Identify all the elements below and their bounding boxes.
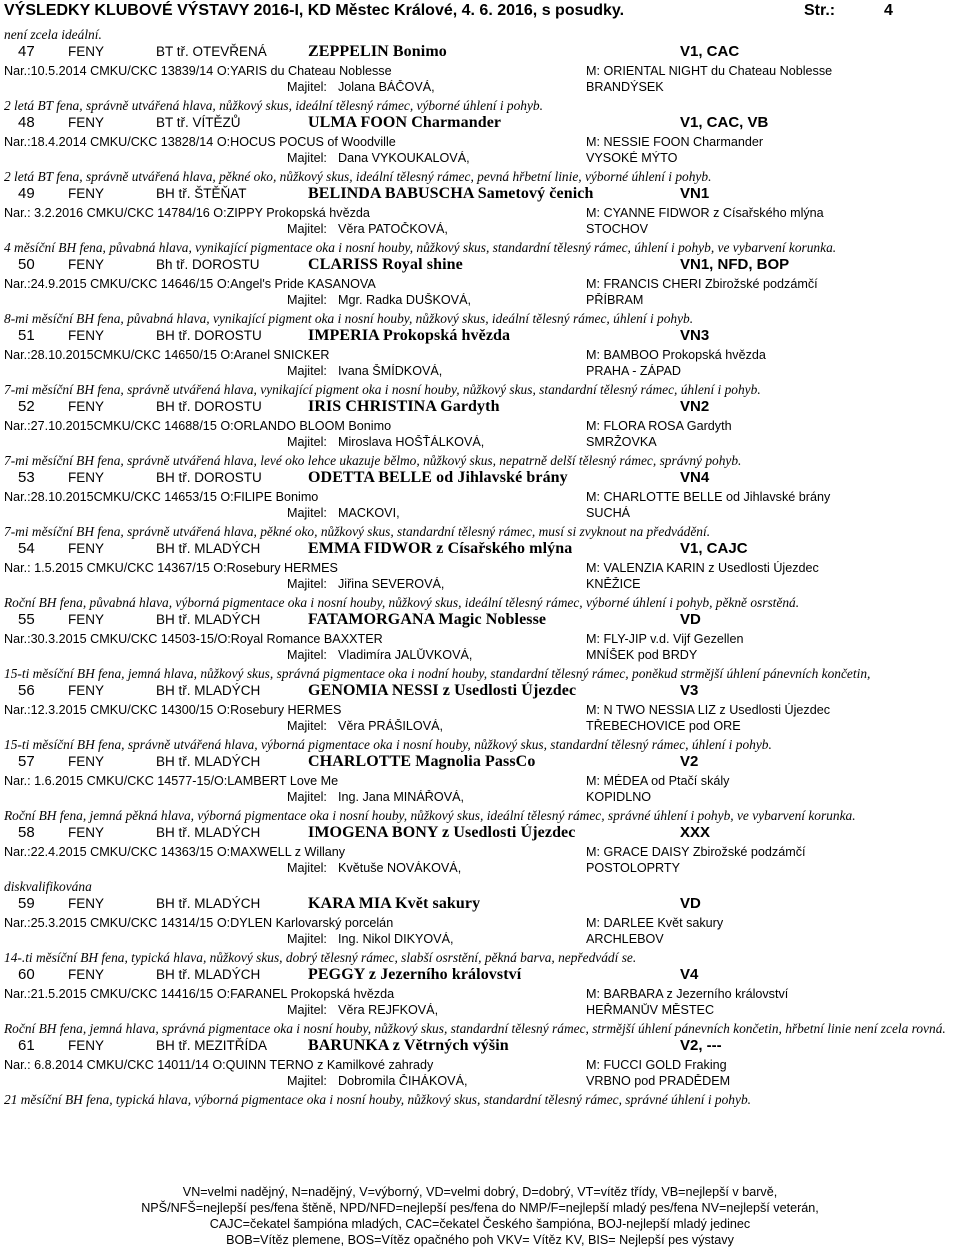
class: BH tř. MLADÝCH (156, 612, 261, 627)
catalog-number: 59 (18, 895, 35, 912)
birth-registration-father: Nar.: 3.2.2016 CMKU/CKC 14784/16 O:ZIPPY Prokopská hvězda (4, 206, 370, 220)
class: BH tř. DOROSTU (156, 399, 262, 414)
sex: FENY (68, 115, 105, 130)
sex: FENY (68, 683, 105, 698)
class: BH tř. MLADÝCH (156, 541, 261, 556)
mother: M: CYANNE FIDWOR z Císařského mlýna (586, 206, 824, 220)
owner-label: Majitel: (287, 151, 327, 165)
owner-name: Věra PRÁŠILOVÁ, (338, 719, 443, 733)
result-entry (4, 540, 958, 611)
owner-city: MNÍŠEK pod BRDY (586, 648, 698, 662)
owner-line (4, 151, 958, 168)
birth-registration-father: Nar.:12.3.2015 CMKU/CKC 14300/15 O:Rosebury HERMES (4, 703, 342, 717)
dog-name: EMMA FIDWOR z Císařského mlýna (308, 540, 573, 557)
entry-heading (4, 469, 958, 490)
owner-name: Miroslava HOŠŤÁLKOVÁ, (338, 435, 485, 449)
grade: VD (680, 895, 701, 912)
mother: M: FLORA ROSA Gardyth (586, 419, 732, 433)
owner-line (4, 293, 958, 310)
owner-city: KNĚŽICE (586, 577, 641, 591)
owner-label: Majitel: (287, 790, 327, 804)
pedigree-line (4, 703, 958, 719)
owner-line (4, 790, 958, 807)
pedigree-line (4, 1058, 958, 1074)
owner-label: Majitel: (287, 719, 327, 733)
result-entry (4, 398, 958, 469)
pedigree-line (4, 916, 958, 932)
entry-heading (4, 966, 958, 987)
judge-description: 15-ti měsíční BH fena, správně utvářená hlava, výborná pigmentace oka i nosní houby, nůžkový skus, standardní tělesný rámec, úhlení i pohyb. (4, 737, 772, 752)
owner-city: PRAHA - ZÁPAD (586, 364, 681, 378)
legend-line: NPŠ/NFŠ=nejlepší pes/fena štěně, NPD/NFD=nejlepší pes/fena do NMP/F=nejlepší mladý pes/fena NV=nejlepší veterán, (141, 1201, 819, 1215)
entry-heading (4, 398, 958, 419)
birth-registration-father: Nar.:18.4.2014 CMKU/CKC 13828/14 O:HOCUS POCUS of Woodville (4, 135, 396, 149)
owner-line (4, 719, 958, 736)
grade: V2 (680, 753, 699, 770)
owner-line (4, 80, 958, 97)
owner-city: VRBNO pod PRADĚDEM (586, 1074, 731, 1088)
sex: FENY (68, 754, 105, 769)
owner-city: STOCHOV (586, 222, 649, 236)
owner-line (4, 364, 958, 381)
grade: V1, CAC, VB (680, 114, 769, 131)
sex: FENY (68, 257, 105, 272)
result-entry (4, 895, 958, 966)
grade: VN4 (680, 469, 710, 486)
entry-heading (4, 1037, 958, 1058)
document-page (4, 2, 958, 1108)
dog-name: FATAMORGANA Magic Noblesse (308, 611, 547, 628)
continued-description: není zcela ideální. (4, 27, 102, 42)
owner-line (4, 1074, 958, 1091)
owner-name: Ing. Nikol DIKYOVÁ, (338, 932, 454, 946)
result-entry (4, 1037, 958, 1108)
birth-registration-father: Nar.: 1.6.2015 CMKU/CKC 14577-15/O:LAMBERT Love Me (4, 774, 339, 788)
owner-city: PŘÍBRAM (586, 293, 644, 307)
owner-city: POSTOLOPRTY (586, 861, 681, 875)
sex: FENY (68, 612, 105, 627)
mother: M: CHARLOTTE BELLE od Jihlavské brány (586, 490, 831, 504)
legend-line: CAJC=čekatel šampióna mladých, CAC=čekatel Českého šampióna, BOJ-nejlepší mladý jedinec (209, 1217, 751, 1231)
result-entry (4, 824, 958, 895)
pedigree-line (4, 490, 958, 506)
class: BH tř. MLADÝCH (156, 896, 261, 911)
sex: FENY (68, 1038, 105, 1053)
grade: VN3 (680, 327, 710, 344)
owner-line (4, 932, 958, 949)
owner-line (4, 222, 958, 239)
owner-city: ARCHLEBOV (586, 932, 664, 946)
birth-registration-father: Nar.:28.10.2015CMKU/CKC 14653/15 O:FILIPE Bonimo (4, 490, 319, 504)
grade: VN1, NFD, BOP (680, 256, 790, 273)
result-entry (4, 114, 958, 185)
birth-registration-father: Nar.: 6.8.2014 CMKU/CKC 14011/14 O:QUINN TERNO z Kamilkové zahrady (4, 1058, 434, 1072)
judge-description: 2 letá BT fena, správně utvářená hlava, pěkné oko, nůžkový skus, ideální tělesný rámec, pevná hřbetní linie, výborné úhlení i pohyb. (4, 169, 712, 184)
catalog-number: 48 (18, 114, 35, 131)
legend-line: VN=velmi nadějný, N=nadějný, V=výborný, VD=velmi dobrý, D=dobrý, VT=vítěz třídy, VB=nejlepší v barvě, (182, 1185, 778, 1199)
mother: M: MÉDEA od Ptačí skály (586, 774, 730, 788)
pedigree-line (4, 348, 958, 364)
sex: FENY (68, 186, 105, 201)
owner-city: HEŘMANŮV MĚSTEC (586, 1003, 715, 1017)
catalog-number: 53 (18, 469, 35, 486)
judge-description: 8-mi měsíční BH fena, půvabná hlava, vynikající pigment oka i nosní houby, nůžkový skus, ideální tělesný rámec, úhlení i pohyb. (4, 311, 694, 326)
owner-name: Ivana ŠMÍDKOVÁ, (338, 364, 443, 378)
sex: FENY (68, 541, 105, 556)
judge-description: 4 měsíční BH fena, půvabná hlava, vynikající pigmentace oka i nosní houby, nůžkový skus, standardní tělesný rámec, úhlení i pohyb, ve vybarvení korunka. (4, 240, 837, 255)
results-list (4, 43, 958, 1108)
result-entry (4, 256, 958, 327)
pedigree-line (4, 64, 958, 80)
class: BH tř. MLADÝCH (156, 967, 261, 982)
result-entry (4, 185, 958, 256)
result-entry (4, 327, 958, 398)
dog-name: IRIS CHRISTINA Gardyth (308, 398, 500, 415)
entry-heading (4, 682, 958, 703)
owner-label: Majitel: (287, 932, 327, 946)
catalog-number: 57 (18, 753, 35, 770)
owner-line (4, 577, 958, 594)
class: Bh tř. DOROSTU (156, 257, 260, 272)
class: BH tř. DOROSTU (156, 470, 262, 485)
grade: V2, --- (680, 1037, 722, 1054)
birth-registration-father: Nar.:27.10.2015CMKU/CKC 14688/15 O:ORLANDO BLOOM Bonimo (4, 419, 392, 433)
entry-heading (4, 611, 958, 632)
pedigree-line (4, 277, 958, 293)
owner-city: KOPIDLNO (586, 790, 652, 804)
result-entry (4, 682, 958, 753)
sex: FENY (68, 896, 105, 911)
owner-line (4, 861, 958, 878)
dog-name: IMOGENA BONY z Usedlosti Újezdec (308, 824, 576, 841)
mother: M: BAMBOO Prokopská hvězda (586, 348, 766, 362)
page-number: 4 (884, 2, 893, 19)
owner-name: Dobromila ČIHÁKOVÁ, (338, 1074, 468, 1088)
owner-name: Věra PATOČKOVÁ, (338, 222, 448, 236)
catalog-number: 51 (18, 327, 35, 344)
catalog-number: 55 (18, 611, 35, 628)
class: BH tř. DOROSTU (156, 328, 262, 343)
class: BH tř. MLADÝCH (156, 825, 261, 840)
mother: M: NESSIE FOON Charmander (586, 135, 764, 149)
owner-line (4, 648, 958, 665)
catalog-number: 49 (18, 185, 35, 202)
judge-description: 2 letá BT fena, správně utvářená hlava, nůžkový skus, ideální tělesný rámec, výborné úhlení i pohyb. (4, 98, 543, 113)
judge-description: 14-.ti měsíční BH fena, typická hlava, nůžkový skus, dobrý tělesný rámec, slabší osrstění, pěkná barva, nepředvádí se. (4, 950, 637, 965)
owner-line (4, 1003, 958, 1020)
dog-name: IMPERIA Prokopská hvězda (308, 327, 511, 344)
judge-description: 7-mi měsíční BH fena, správně utvářená hlava, pěkné oko, nůžkový skus, standardní tělesný rámec, musí si zvyknout na předvádění. (4, 524, 711, 539)
owner-label: Majitel: (287, 435, 327, 449)
judge-description: Roční BH fena, půvabná hlava, výborná pigmentace oka i nosní houby, nůžkový skus, ideální tělesný rámec, výborné úhlení i pohyb, pěkně osrstěná. (4, 595, 800, 610)
judge-description: diskvalifikována (4, 879, 92, 894)
pedigree-line (4, 632, 958, 648)
owner-name: Vladimíra JALŮVKOVÁ, (338, 648, 473, 662)
grade: XXX (680, 824, 711, 841)
judge-description: Roční BH fena, jemná pěkná hlava, výborná pigmentace oka i nosní houby, nůžkový skus, ideální tělesný rámec, správné úhlení i pohyb, ve vybarvení korunka. (4, 808, 856, 823)
entry-heading (4, 256, 958, 277)
entry-heading (4, 824, 958, 845)
sex: FENY (68, 825, 105, 840)
dog-name: ZEPPELIN Bonimo (308, 43, 447, 60)
entry-heading (4, 540, 958, 561)
pedigree-line (4, 135, 958, 151)
result-entry (4, 469, 958, 540)
sex: FENY (68, 44, 105, 59)
result-entry (4, 43, 958, 114)
dog-name: BELINDA BABUSCHA Sametový čenich (308, 185, 594, 202)
grade: VN2 (680, 398, 710, 415)
catalog-number: 60 (18, 966, 35, 983)
dog-name: ODETTA BELLE od Jihlavské brány (308, 469, 568, 486)
class: BH tř. MEZITŘÍDA (156, 1038, 267, 1053)
page-title: VÝSLEDKY KLUBOVÉ VÝSTAVY 2016-I, KD Městec Králové, 4. 6. 2016, s posudky. (4, 2, 625, 19)
sex: FENY (68, 470, 105, 485)
sex: FENY (68, 328, 105, 343)
owner-line (4, 435, 958, 452)
grade: V1, CAJC (680, 540, 748, 557)
grade: V1, CAC (680, 43, 740, 60)
result-entry (4, 611, 958, 682)
catalog-number: 52 (18, 398, 35, 415)
birth-registration-father: Nar.:10.5.2014 CMKU/CKC 13839/14 O:YARIS du Chateau Noblesse (4, 64, 392, 78)
judge-description: 7-mi měsíční BH fena, správně utvářená hlava, levé oko lehce ukazuje bělmo, nůžkový skus, nepatrně delší tělesný rámec, správný pohyb. (4, 453, 742, 468)
owner-name: Dana VYKOUKALOVÁ, (338, 151, 470, 165)
owner-name: Jolana BÁČOVÁ, (338, 80, 435, 94)
pedigree-line (4, 774, 958, 790)
sex: FENY (68, 967, 105, 982)
entry-heading (4, 185, 958, 206)
class: BT tř. OTEVŘENÁ (156, 44, 267, 59)
mother: M: N TWO NESSIA LIZ z Usedlosti Újezdec (586, 703, 831, 717)
dog-name: CHARLOTTE Magnolia PassCo (308, 753, 536, 770)
birth-registration-father: Nar.:30.3.2015 CMKU/CKC 14503-15/O:Royal Romance BAXXTER (4, 632, 383, 646)
birth-registration-father: Nar.:24.9.2015 CMKU/CKC 14646/15 O:Angel's Pride KASANOVA (4, 277, 376, 291)
owner-name: MACKOVI, (338, 506, 400, 520)
mother: M: VALENZIA KARIN z Usedlosti Újezdec (586, 561, 819, 575)
entry-heading (4, 895, 958, 916)
grade: VD (680, 611, 701, 628)
dog-name: BARUNKA z Větrných výšin (308, 1037, 509, 1054)
owner-label: Majitel: (287, 1074, 327, 1088)
entry-heading (4, 114, 958, 135)
result-entry (4, 753, 958, 824)
birth-registration-father: Nar.:22.4.2015 CMKU/CKC 14363/15 O:MAXWELL z Willany (4, 845, 346, 859)
page-label: Str.: (804, 2, 836, 19)
result-entry (4, 966, 958, 1037)
judge-description: 15-ti měsíční BH fena, jemná hlava, nůžkový skus, správná pigmentace oka i nodní houby, standardní tělesný rámec, poněkud strmější úhlení pánevních končetin, (4, 666, 871, 681)
grade: VN1 (680, 185, 710, 202)
owner-label: Majitel: (287, 222, 327, 236)
owner-city: SMRŽOVKA (586, 435, 657, 449)
sex: FENY (68, 399, 105, 414)
entry-heading (4, 327, 958, 348)
catalog-number: 47 (18, 43, 35, 60)
dog-name: PEGGY z Jezerního království (308, 966, 522, 983)
mother: M: FLY-JIP v.d. Vijf Gezellen (586, 632, 744, 646)
pedigree-line (4, 987, 958, 1003)
owner-label: Majitel: (287, 861, 327, 875)
owner-city: TŘEBECHOVICE pod ORE (586, 719, 741, 733)
owner-line (4, 506, 958, 523)
birth-registration-father: Nar.:21.5.2015 CMKU/CKC 14416/15 O:FARANEL Prokopská hvězda (4, 987, 395, 1001)
grade: V3 (680, 682, 699, 699)
owner-city: VYSOKÉ MÝTO (586, 151, 678, 165)
catalog-number: 58 (18, 824, 35, 841)
abbreviation-legend (0, 1184, 960, 1248)
mother: M: FRANCIS CHERI Zbirožské podzámčí (586, 277, 818, 291)
owner-city: SUCHÁ (586, 506, 631, 520)
birth-registration-father: Nar.:28.10.2015CMKU/CKC 14650/15 O:Aranel SNICKER (4, 348, 330, 362)
owner-name: Věra REJFKOVÁ, (338, 1003, 439, 1017)
judge-description: Roční BH fena, jemná hlava, správná pigmentace oka i nosní houby, nůžkový skus, standardní tělesný rámec, strmější úhlení pánevních končetin, hřbetní linie není zcela rovná. (4, 1021, 946, 1036)
owner-label: Majitel: (287, 648, 327, 662)
owner-city: BRANDÝSEK (586, 80, 664, 94)
judge-description: 7-mi měsíční BH fena, správně utvářená hlava, vynikající pigment oka i nosní houby, nůžkový skus, standardní tělesný rámec, úhlení i pohyb. (4, 382, 761, 397)
pedigree-line (4, 206, 958, 222)
owner-name: Květuše NOVÁKOVÁ, (338, 861, 462, 875)
owner-name: Mgr. Radka DUŠKOVÁ, (338, 293, 471, 307)
owner-name: Jiřina SEVEROVÁ, (338, 577, 445, 591)
birth-registration-father: Nar.:25.3.2015 CMKU/CKC 14314/15 O:DYLEN Karlovarský porcelán (4, 916, 394, 930)
owner-label: Majitel: (287, 1003, 327, 1017)
pedigree-line (4, 845, 958, 861)
catalog-number: 50 (18, 256, 35, 273)
pedigree-line (4, 561, 958, 577)
owner-label: Majitel: (287, 80, 327, 94)
dog-name: GENOMIA NESSI z Usedlosti Újezdec (308, 682, 577, 699)
class: BH tř. ŠTĚŇAT (156, 186, 247, 201)
pedigree-line (4, 419, 958, 435)
catalog-number: 61 (18, 1037, 35, 1054)
birth-registration-father: Nar.: 1.5.2015 CMKU/CKC 14367/15 O:Rosebury HERMES (4, 561, 338, 575)
mother: M: ORIENTAL NIGHT du Chateau Noblesse (586, 64, 833, 78)
mother: M: FUCCI GOLD Fraking (586, 1058, 727, 1072)
catalog-number: 54 (18, 540, 35, 557)
owner-label: Majitel: (287, 577, 327, 591)
dog-name: ULMA FOON Charmander (308, 114, 502, 131)
owner-name: Ing. Jana MINÁŘOVÁ, (338, 790, 464, 804)
entry-heading (4, 43, 958, 64)
class: BH tř. MLADÝCH (156, 683, 261, 698)
legend-line: BOB=Vítěz plemene, BOS=Vítěz opačného poh VKV= Vítěz KV, BIS= Nejlepší pes výstavy (226, 1233, 734, 1247)
mother: M: GRACE DAISY Zbirožské podzámčí (586, 845, 806, 859)
judge-description: 21 měsíční BH fena, typická hlava, výborná pigmentace oka i nosní houby, nůžkový skus, standardní tělesný rámec, správné úhlení i pohyb. (4, 1092, 751, 1107)
dog-name: CLARISS Royal shine (308, 256, 463, 273)
owner-label: Majitel: (287, 506, 327, 520)
mother: M: DARLEE Květ sakury (586, 916, 724, 930)
entry-heading (4, 753, 958, 774)
mother: M: BARBARA z Jezerního království (586, 987, 789, 1001)
grade: V4 (680, 966, 699, 983)
dog-name: KARA MIA Květ sakury (308, 895, 481, 912)
class: BH tř. MLADÝCH (156, 754, 261, 769)
catalog-number: 56 (18, 682, 35, 699)
owner-label: Majitel: (287, 293, 327, 307)
page-header (4, 2, 958, 26)
class: BT tř. VÍTĚZŮ (156, 115, 241, 130)
owner-label: Majitel: (287, 364, 327, 378)
